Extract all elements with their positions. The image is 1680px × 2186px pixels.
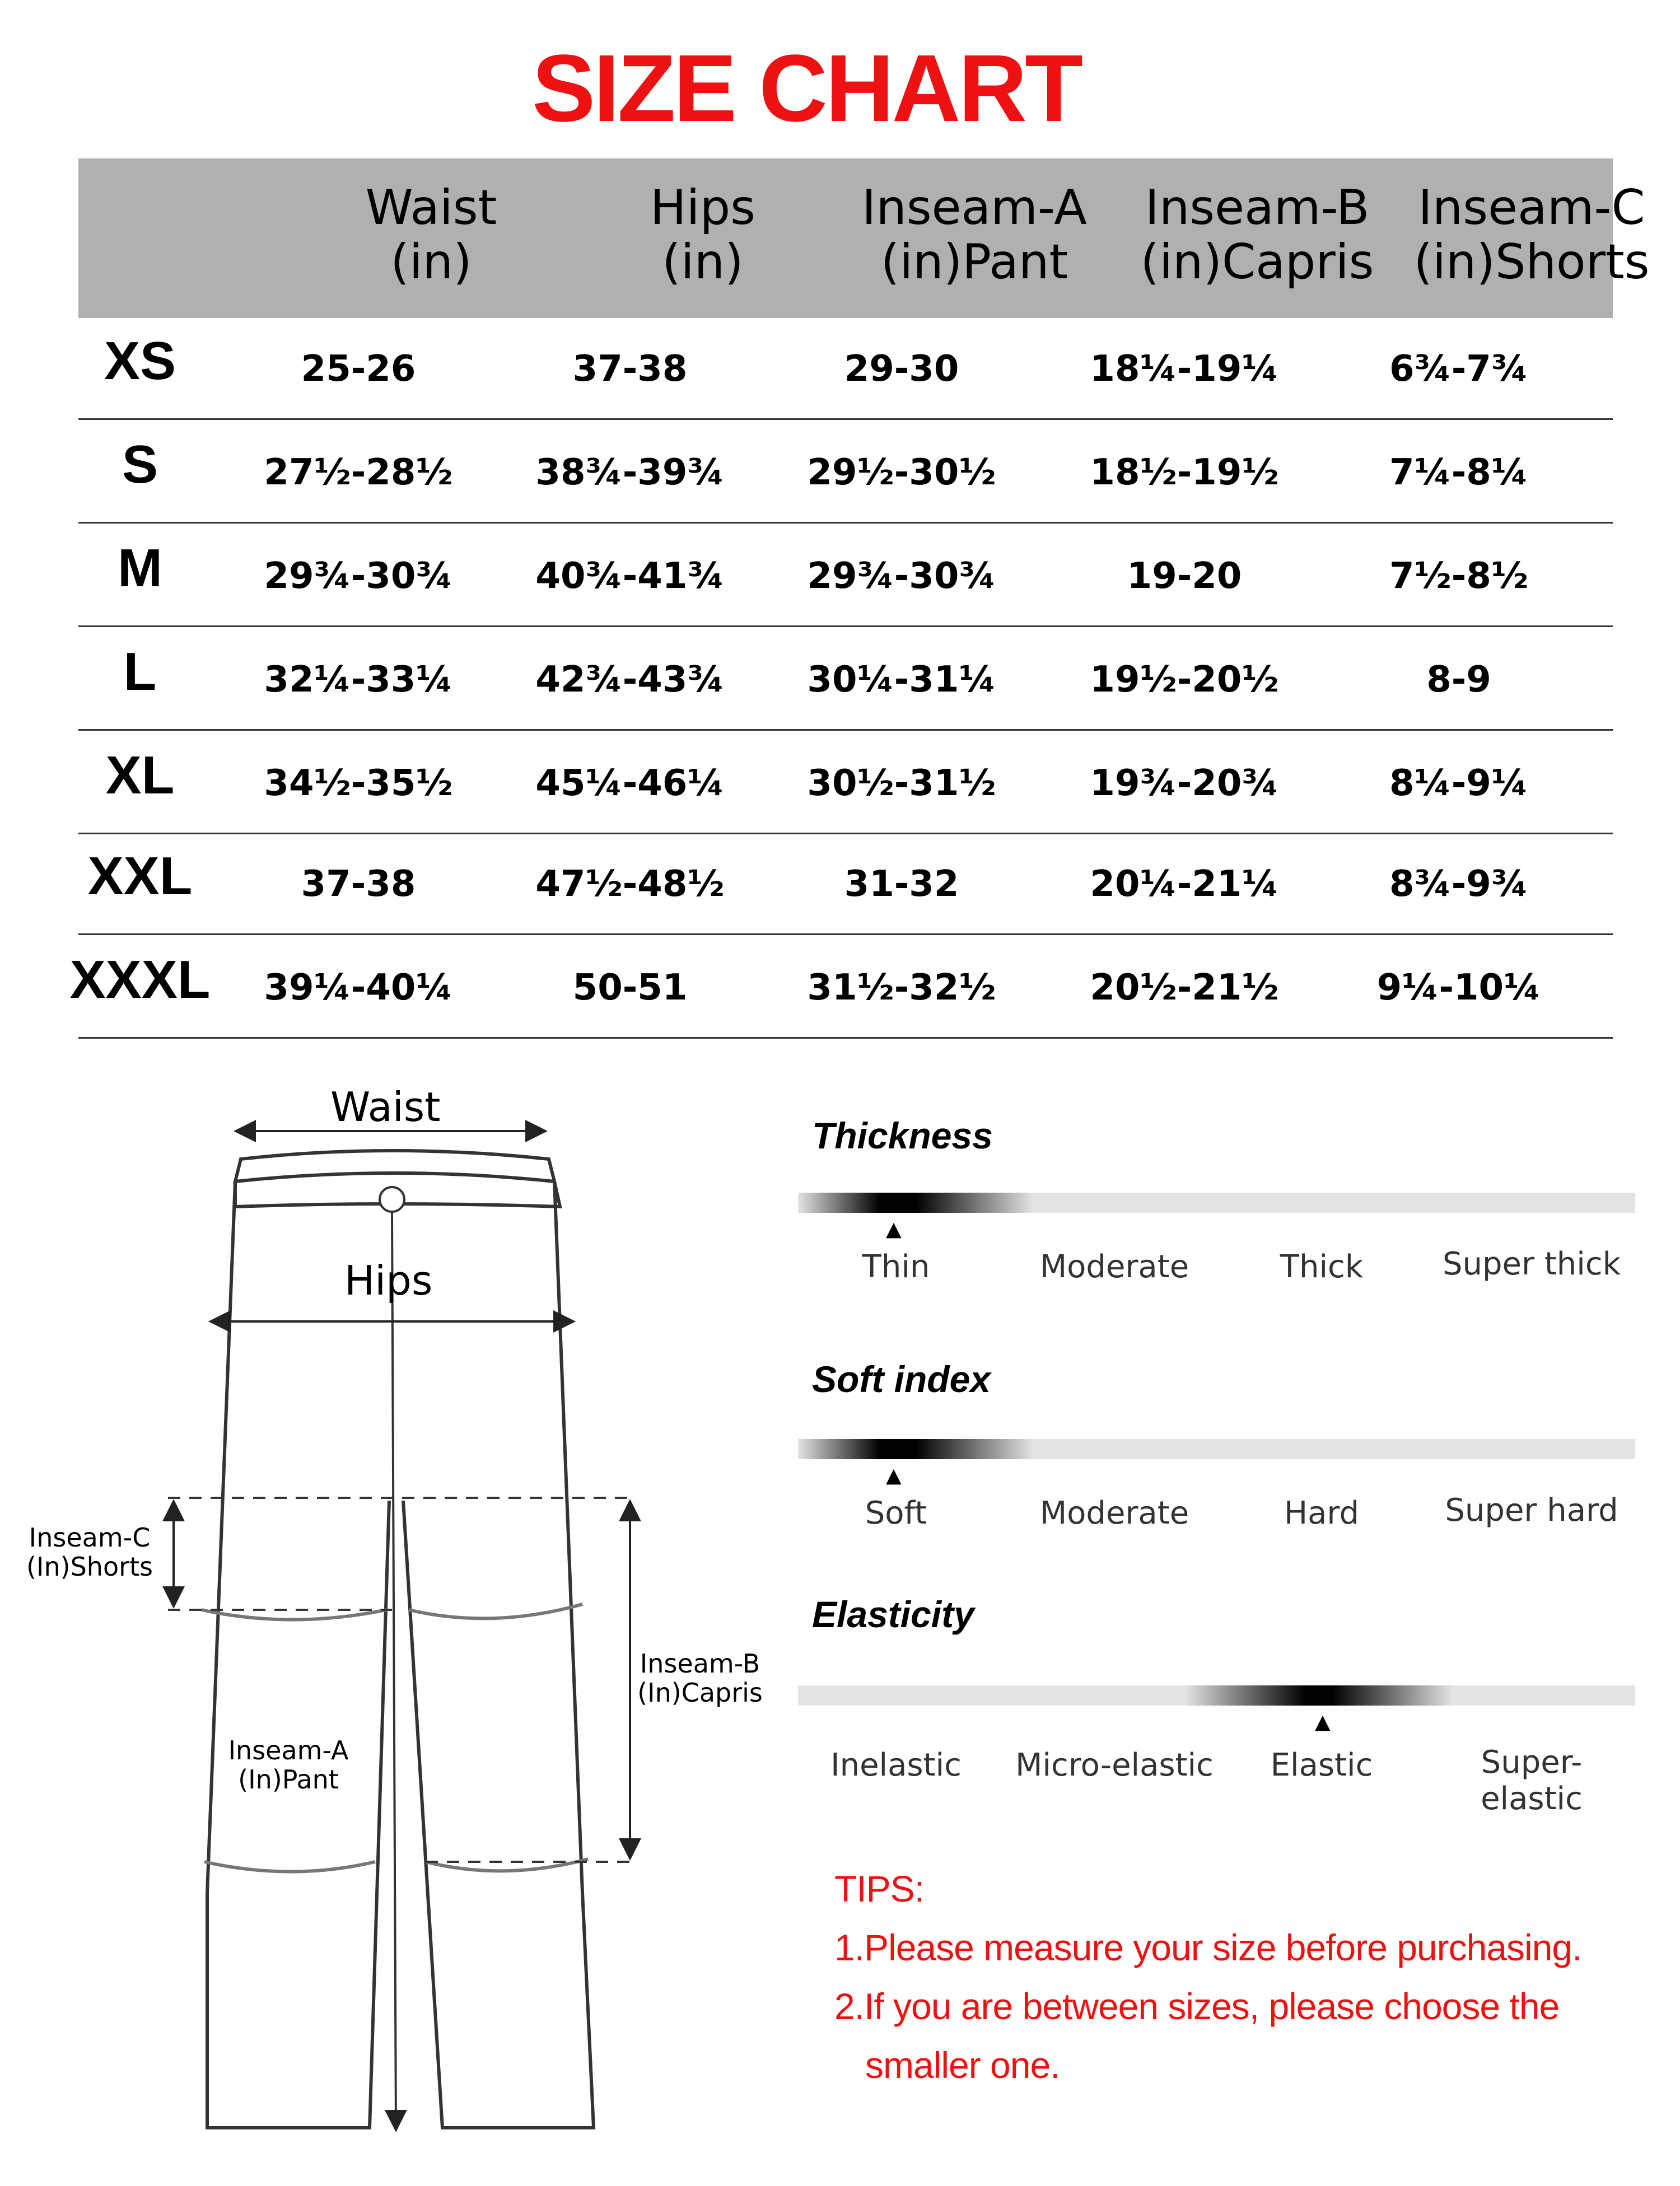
inseam-a-cell: 30½-31½: [807, 763, 996, 804]
hips-cell: 38¾-39¾: [535, 452, 725, 493]
soft-index-bar: [798, 1439, 1635, 1459]
tips-line-1: 1.Please measure your size before purchasing.: [834, 1927, 1582, 1968]
hips-cell: 42¾-43¾: [535, 659, 725, 700]
inseam-c-label: Inseam-C (In)Shorts: [26, 1522, 153, 1582]
table-row: [78, 834, 1613, 935]
tips-line-2: 2.If you are between sizes, please choose the: [834, 1986, 1560, 2027]
header-inseam-c: Inseam-C (in)Shorts: [1413, 180, 1650, 290]
elasticity-title: Elasticity: [812, 1594, 974, 1635]
hips-cell: 37-38: [572, 348, 688, 390]
inseam-a-cell: 29-30: [844, 348, 959, 390]
elasticity-bar: [798, 1685, 1635, 1706]
table-row: [78, 319, 1613, 420]
page-title: SIZE CHART: [532, 35, 1081, 142]
elasticity-label-1: Inelastic: [830, 1747, 962, 1783]
pants-outline-icon: [0, 1064, 784, 2184]
inseam-c-cell: 8-9: [1426, 659, 1491, 700]
thickness-label-4: Super thick: [1442, 1246, 1621, 1282]
hips-cell: 47½-48½: [535, 863, 725, 905]
soft-index-marker-icon: ▲: [886, 1464, 902, 1487]
waist-cell: 25-26: [301, 348, 416, 390]
row-divider: [78, 522, 1613, 524]
soft-index-label-3: Hard: [1284, 1495, 1359, 1531]
thickness-label-1: Thin: [862, 1249, 930, 1285]
size-cell: XL: [105, 745, 175, 805]
inseam-a-cell: 31-32: [844, 863, 959, 905]
inseam-c-cell: 6¾-7¾: [1389, 348, 1529, 390]
inseam-c-cell: 8¼-9¼: [1389, 763, 1529, 804]
inseam-b-cell: 19¾-20¾: [1090, 763, 1279, 804]
waist-cell: 39¼-40¼: [264, 967, 453, 1008]
inseam-b-cell: 20½-21½: [1090, 967, 1279, 1008]
table-row: [78, 734, 1613, 834]
inseam-a-cell: 29½-30½: [807, 452, 996, 493]
soft-index-title: Soft index: [812, 1358, 991, 1400]
inseam-c-cell: 8¾-9¾: [1389, 863, 1529, 905]
thickness-bar: [798, 1193, 1635, 1213]
thickness-marker-icon: ▲: [886, 1218, 902, 1241]
header-inseam-a: Inseam-A (in)Pant: [861, 180, 1088, 290]
waist-cell: 34½-35½: [264, 763, 453, 804]
size-cell: S: [122, 435, 158, 494]
hips-cell: 50-51: [572, 967, 688, 1008]
table-row: [69, 938, 1613, 1039]
inseam-c-cell: 7½-8½: [1389, 555, 1529, 597]
elasticity-label-4: Super-elastic: [1481, 1744, 1583, 1817]
table-header: [78, 158, 1650, 318]
soft-index-label-4: Super hard: [1445, 1492, 1618, 1529]
elasticity-marker-icon: ▲: [1315, 1711, 1331, 1734]
table-row: [78, 630, 1613, 731]
waist-label: Waist: [330, 1083, 441, 1131]
size-cell: M: [118, 538, 162, 598]
table-row: [78, 526, 1613, 627]
inseam-b-cell: 18½-19½: [1090, 452, 1279, 493]
thickness-label-3: Thick: [1280, 1249, 1364, 1285]
inseam-b-cell: 20¼-21¼: [1090, 863, 1279, 905]
waist-cell: 29¾-30¾: [264, 555, 453, 597]
elasticity-label-3: Elastic: [1270, 1747, 1373, 1783]
inseam-b-cell: 19-20: [1127, 555, 1242, 597]
elasticity-label-2: Micro-elastic: [1015, 1747, 1214, 1783]
inseam-b-cell: 18¼-19¼: [1090, 348, 1279, 390]
size-cell: L: [123, 642, 157, 702]
row-divider: [78, 418, 1613, 420]
waist-cell: 37-38: [301, 863, 416, 905]
thickness-title: Thickness: [812, 1115, 993, 1156]
header-inseam-b: Inseam-B (in)Capris: [1140, 180, 1374, 290]
inseam-b-label: Inseam-B (In)Capris: [637, 1648, 763, 1708]
inseam-c-cell: 7¼-8¼: [1389, 452, 1529, 493]
soft-index-label-1: Soft: [865, 1495, 927, 1531]
inseam-a-label: Inseam-A (In)Pant: [228, 1735, 349, 1795]
row-divider: [78, 1037, 1613, 1039]
hips-cell: 40¾-41¾: [535, 555, 725, 597]
row-divider: [78, 625, 1613, 627]
header-hips: Hips (in): [650, 180, 755, 290]
inseam-b-cell: 19½-20½: [1090, 659, 1279, 700]
header-waist: Waist (in): [365, 180, 497, 290]
size-cell: XXL: [87, 846, 193, 906]
tips-line-3: smaller one.: [865, 2044, 1060, 2086]
waist-cell: 32¼-33¼: [264, 659, 453, 700]
hips-label: Hips: [344, 1257, 433, 1304]
inseam-a-cell: 31½-32½: [807, 967, 996, 1008]
thickness-label-2: Moderate: [1039, 1249, 1189, 1285]
size-cell: XXXL: [69, 950, 211, 1010]
size-cell: XS: [104, 331, 176, 391]
inseam-a-cell: 29¾-30¾: [807, 555, 996, 597]
hips-cell: 45¼-46¼: [535, 763, 725, 804]
row-divider: [78, 933, 1613, 935]
inseam-c-cell: 9¼-10¼: [1376, 967, 1541, 1008]
row-divider: [78, 729, 1613, 731]
inseam-a-cell: 30¼-31¼: [807, 659, 996, 700]
soft-index-label-2: Moderate: [1039, 1495, 1189, 1531]
tips-heading: TIPS:: [834, 1868, 925, 1909]
pants-diagram: [0, 1064, 784, 2184]
table-row: [78, 423, 1613, 524]
waist-cell: 27½-28½: [264, 452, 453, 493]
